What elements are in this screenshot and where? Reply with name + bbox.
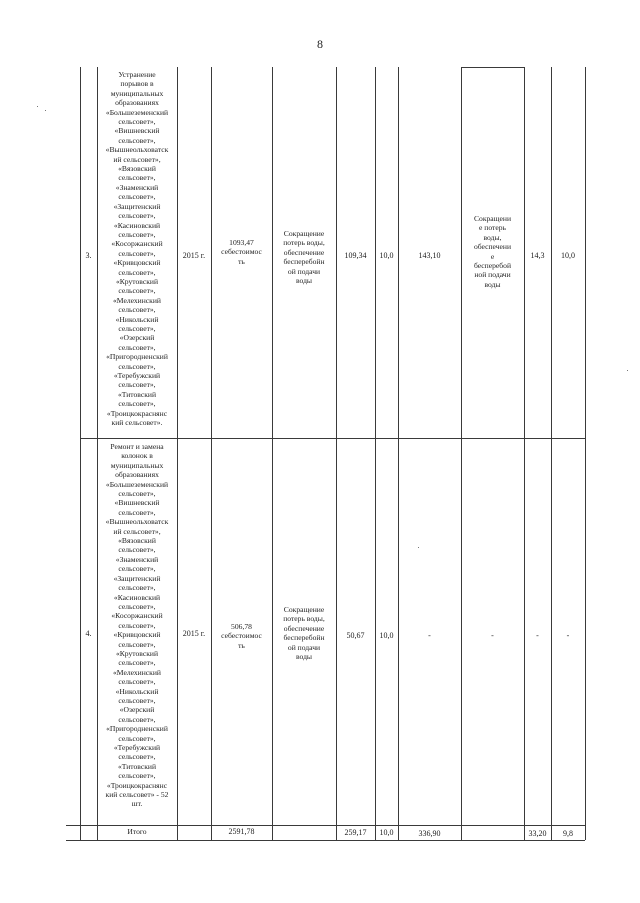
- total-value-3: 336,90: [418, 829, 441, 838]
- col-line: [461, 67, 462, 840]
- total-cost: 2591,78: [228, 827, 255, 836]
- col-line: [211, 67, 212, 840]
- effect-2: -: [491, 631, 494, 640]
- year: 2015 г.: [182, 629, 206, 638]
- value-3: 143,10: [418, 251, 441, 260]
- year: 2015 г.: [182, 251, 206, 260]
- effect: Сокращение потерь воды, обеспечение бесперебойн ой подачи воды: [283, 605, 325, 662]
- measure-name: Устранение порывов в муниципальных образованиях «Большеземенский сельсовет», «Вишневский сельсовет», «Вышнеольховатск ий сельсовет», «Вязовский сельсовет», «Знаменский сельсовет», «Защитенский сельсовет», «Касиновский сельсовет», «Косоржанский сельсовет», «Кривцовский сельсовет», «Крутовский сельсовет», «Мелехинский сельсовет», «Никольский сельсовет», «Озерский сельсовет», «Пригородненский сельсовет», «Теребужский сельсовет», «Титовский сельсовет», «Троицкокраснянс кий сельсовет».: [105, 70, 169, 428]
- table-bottom: [66, 840, 585, 841]
- value-4: -: [536, 631, 539, 640]
- col-line: [551, 67, 552, 840]
- value-5: -: [566, 631, 570, 640]
- total-value-5: 9,8: [563, 829, 573, 838]
- scan-speck: [45, 110, 46, 111]
- row-number: 4.: [85, 629, 92, 638]
- value-3: -: [428, 631, 431, 640]
- effect-2: Сокращени е потерь воды, обеспечени е бесперебой ной подачи воды: [473, 214, 512, 289]
- col-line: [585, 67, 586, 840]
- merged-box-top: [461, 67, 524, 68]
- scan-speck: [418, 547, 419, 548]
- total-divider: [66, 825, 585, 826]
- value-5: 10,0: [561, 251, 575, 260]
- cost: 1093,47 себестоимос ть: [221, 238, 262, 266]
- col-line: [80, 67, 81, 840]
- col-line: [272, 67, 273, 840]
- col-line: [177, 67, 178, 840]
- measure-name: Ремонт и замена колонок в муниципальных образованиях «Большеземенский сельсовет», «Вишневский сельсовет», «Вышнеольховатск ий сельсовет», «Вязовский сельсовет», «Знаменский сельсовет», «Защитенский сельсовет», «Касиновский сельсовет», «Косоржанский сельсовет», «Кривцовский сельсовет», «Крутовский сельсовет», «Мелехинский сельсовет», «Никольский сельсовет», «Озерский сельсовет», «Пригородненский сельсовет», «Теребужский сельсовет», «Титовский сельсовет», «Троицкокраснянс кий сельсовет» - 52 шт.: [105, 442, 169, 809]
- effect: Сокращение потерь воды, обеспечение бесперебойн ой подачи воды: [283, 229, 325, 286]
- col-line: [524, 67, 525, 840]
- cost: 506,78 себестоимос ть: [221, 622, 262, 650]
- total-value-2: 10,0: [379, 828, 394, 837]
- row-divider: [80, 438, 585, 439]
- scan-speck: [627, 370, 628, 371]
- total-value-4: 33,20: [528, 829, 547, 838]
- value-1: 109,34: [344, 251, 367, 260]
- value-1: 50,67: [346, 631, 365, 640]
- col-line: [375, 67, 376, 840]
- col-line: [398, 67, 399, 840]
- value-2: 10,0: [379, 251, 394, 260]
- value-4: 14,3: [530, 251, 545, 260]
- scan-speck: [37, 106, 38, 107]
- total-label: Итого: [127, 827, 147, 836]
- page-number: 8: [317, 37, 323, 51]
- row-number: 3.: [85, 251, 92, 260]
- col-line: [336, 67, 337, 840]
- total-value-1: 259,17: [344, 828, 367, 837]
- value-2: 10,0: [379, 631, 394, 640]
